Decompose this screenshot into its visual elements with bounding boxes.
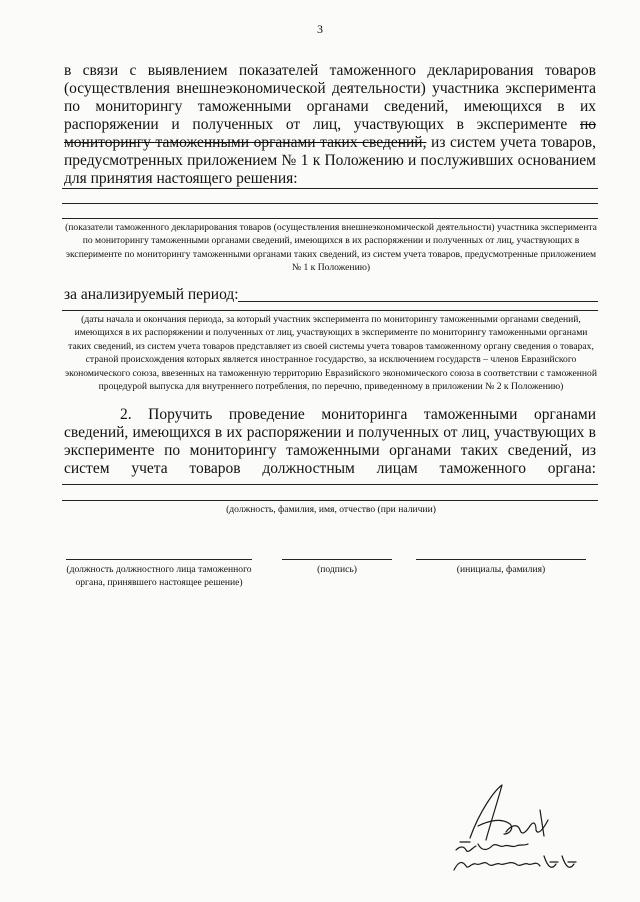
fill-line-2 (62, 203, 598, 204)
signature-caption: (подпись) (317, 564, 357, 575)
officials-fill-line-2 (62, 500, 598, 501)
caption-period: (даты начала и окончания периода, за который участник эксперимента по мониторингу таможенными органами сведений, имеющихся в их распоряжении и полученных от лиц, участвующих в эксперименте по мониторингу таможенными органами таких сведений, из систем учета товаров представляет из своей системы учета товаров таможенному органу сведения о товарах, страной происхождения которых является иностранное государство, за исключением государств – членов Евразийского экономического союза, ввезенных на таможенную территорию Евразийского экономического союза в соответствии с таможенной процедурой выпуска для внутреннего потребления, по перечню, приведенному в приложении № 2 к Положению) (65, 314, 597, 393)
officials-fill-line-1 (62, 484, 598, 485)
page-number: 3 (317, 22, 323, 36)
fill-line-1 (62, 188, 598, 189)
initials-line (416, 559, 586, 560)
fill-line-3 (62, 218, 598, 219)
period-fill-line (238, 301, 598, 302)
caption-officials: (должность, фамилия, имя, отчество (при наличии) (226, 504, 436, 515)
signature-line (282, 559, 392, 560)
paragraph-instruct: 2. Поручить проведение мониторинга таможенными органами сведений, имеющихся в их распоряжении и полученных от лиц, участвующих в эксперименте по мониторингу таможенными органами таких сведений, из систем учета товаров должностным лицам таможенного органа: (64, 406, 596, 477)
position-caption: (должность должностного лица таможенного органа, принявшего настоящее решение) (66, 564, 252, 589)
handwritten-signature (440, 780, 580, 880)
position-line (66, 559, 252, 560)
caption-indicators: (показатели таможенного декларирования товаров (осуществления внешнеэкономической деятельности) участника эксперимента по мониторингу таможенными органами сведений, имеющихся в их распоряжении и полученных от лиц, участвующих в эксперименте по мониторингу таможенными органами таких сведений, из систем учета товаров, предусмотренные приложением № 1 к Положению) (65, 222, 597, 274)
paragraph-reason (64, 62, 596, 188)
struck-text: по мониторингу таможенными органами таких сведений, (64, 116, 596, 151)
paragraph-reason-prefix: в связи с выявлением показателей таможенного декларирования товаров (осуществления внешнеэкономической деятельности) участника эксперимента по мониторингу таможенными органами сведений, имеющихся в их распоряжении и полученных от лиц, участвующих в эксперименте (64, 62, 596, 133)
paragraph-reason-suffix: из систем учета товаров, предусмотренных приложением № 1 к Положению и послуживших основанием для принятия настоящего решения: (64, 134, 596, 187)
period-label: за анализируемый период: (64, 286, 239, 303)
period-fill-line-2 (62, 310, 598, 311)
initials-caption: (инициалы, фамилия) (456, 564, 546, 575)
